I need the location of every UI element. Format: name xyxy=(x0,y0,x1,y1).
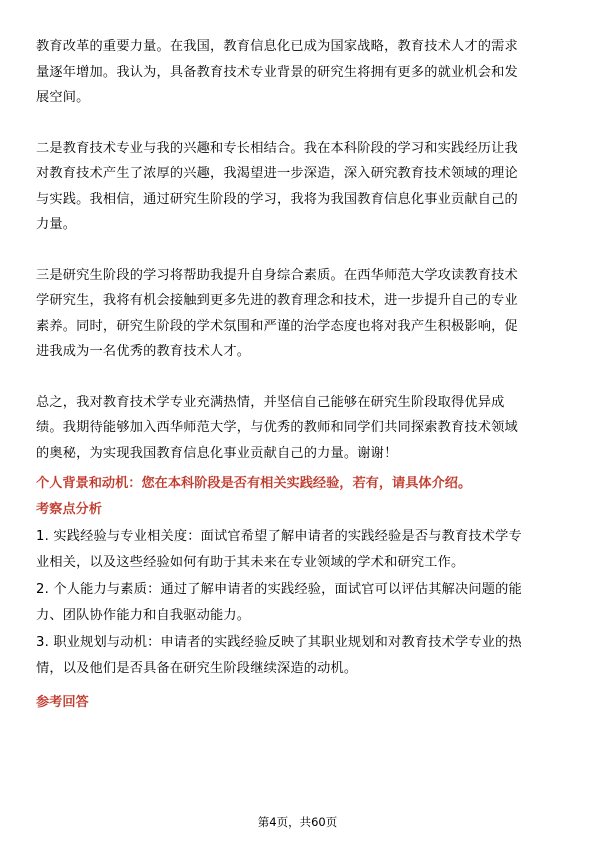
question-heading: 个人背景和动机：您在本科阶段是否有相关实践经验，若有，请具体介绍。 xyxy=(36,476,472,491)
text-line: 情，以及他们是否具备在研究生阶段继续深造的动机。 xyxy=(36,660,358,676)
text-line: 业相关，以及这些经验如何有助于其未来在专业领域的学术和研究工作。 xyxy=(36,554,465,570)
analysis-heading: 考察点分析 xyxy=(36,502,102,517)
text-line: 3. 职业规划与动机：申请者的实践经验反映了其职业规划和对教育技术学专业的热 xyxy=(36,635,522,650)
text-line: 绩。我期待能够加入西华师范大学，与优秀的教师和同学们共同探索教育技术领域 xyxy=(36,420,518,435)
text-line: 进我成为一名优秀的教育技术人才。 xyxy=(36,344,251,359)
page-footer: 第4页，共60页 xyxy=(257,815,338,829)
text-line: 1. 实践经验与专业相关度：面试官希望了解申请者的实践经验是否与教育技术学专 xyxy=(36,529,522,544)
text-line: 力、团队协作能力和自我驱动能力。 xyxy=(36,607,251,623)
text-line: 二是教育技术专业与我的兴趣和专长相结合。我在本科阶段的学习和实践经历让我 xyxy=(36,140,518,156)
paragraph xyxy=(36,34,560,111)
text-line: 学研究生，我将有机会接触到更多先进的教育理念和技术，进一步提升自己的专业 xyxy=(36,293,518,308)
text-line: 2. 个人能力与素质：通过了解申请者的实践经验，面试官可以评估其解决问题的能 xyxy=(36,582,522,597)
text-line: 教育改革的重要力量。在我国，教育信息化已成为国家战略，教育技术人才的需求 xyxy=(36,39,518,54)
paragraph xyxy=(36,390,560,467)
paragraph xyxy=(36,136,560,238)
text-line: 与实践。我相信，通过研究生阶段的学习，我将为我国教育信息化事业贡献自己的 xyxy=(36,191,518,207)
text-line: 对教育技术产生了浓厚的兴趣，我渴望进一步深造，深入研究教育技术领域的理论 xyxy=(36,166,518,181)
text-line: 总之，我对教育技术学专业充满热情，并坚信自己能够在研究生阶段取得优异成 xyxy=(36,394,505,410)
analysis-item xyxy=(36,524,560,575)
text-line: 力量。 xyxy=(36,217,77,232)
analysis-item xyxy=(36,630,560,681)
analysis-item xyxy=(36,577,560,628)
text-line: 素养。同时，研究生阶段的学术氛围和严谨的治学态度也将对我产生积极影响，促 xyxy=(36,318,518,334)
answer-heading: 参考回答 xyxy=(36,695,89,710)
text-line: 的奥秘，为实现我国教育信息化事业贡献自己的力量。谢谢！ xyxy=(36,445,398,461)
paragraph xyxy=(36,263,560,365)
text-line: 展空间。 xyxy=(36,90,90,105)
text-line: 三是研究生阶段的学习将帮助我提升自身综合素质。在西华师范大学攻读教育技术 xyxy=(36,267,518,283)
text-line: 量逐年增加。我认为，具备教育技术专业背景的研究生将拥有更多的就业机会和发 xyxy=(36,64,518,80)
page-content xyxy=(36,34,560,717)
